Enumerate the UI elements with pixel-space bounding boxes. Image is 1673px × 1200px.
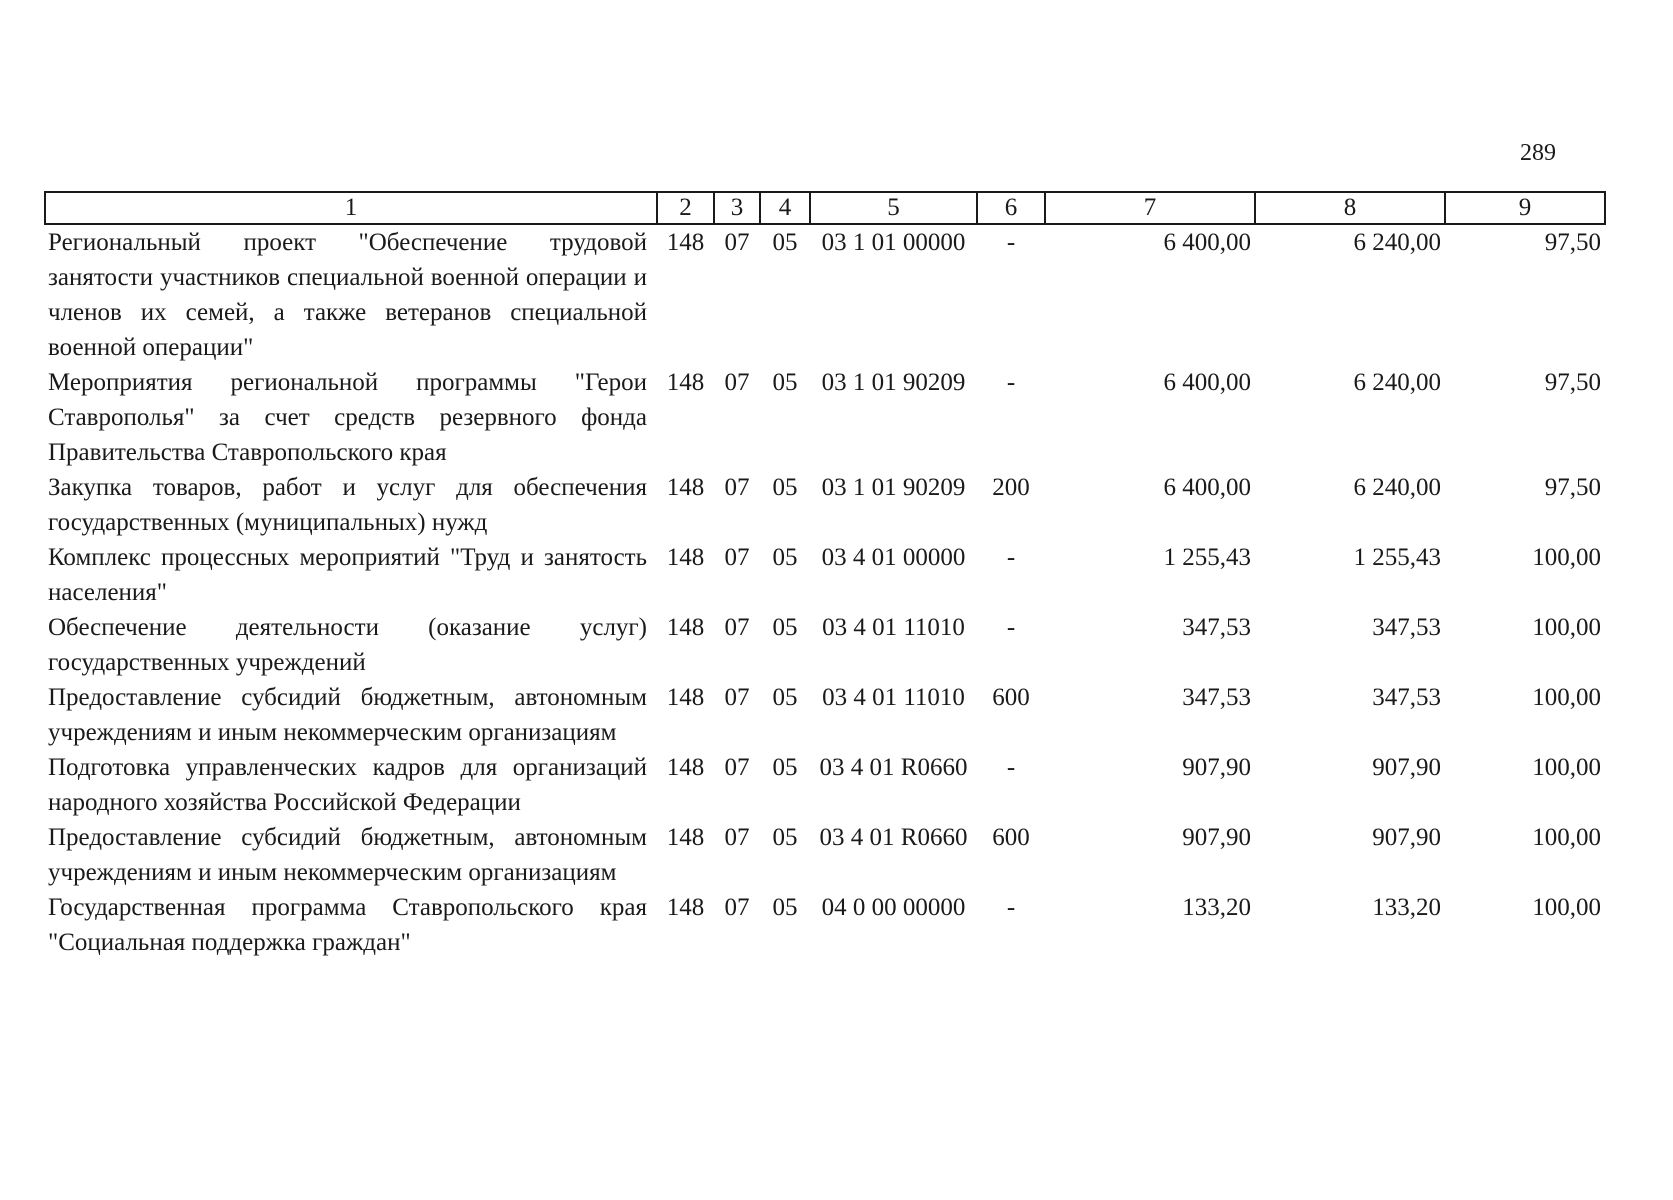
cell-value-8: 6 240,00 bbox=[1353, 229, 1441, 256]
cell-expense-type: - bbox=[1006, 894, 1016, 921]
cell-admin-code: 148 bbox=[666, 894, 705, 921]
cell-expense-type: 600 bbox=[992, 684, 1030, 711]
cell-admin-code: 148 bbox=[666, 824, 705, 851]
table-row bbox=[45, 540, 1605, 610]
cell-value-7: 6 400,00 bbox=[1163, 369, 1251, 396]
cell-value-7: 347,53 bbox=[1182, 684, 1251, 711]
cell-value-8: 347,53 bbox=[1372, 684, 1441, 711]
cell-target-article: 03 4 01 11010 bbox=[822, 684, 965, 711]
table-row bbox=[45, 680, 1605, 750]
cell-value-8: 6 240,00 bbox=[1353, 474, 1441, 501]
cell-target-article: 03 4 01 11010 bbox=[822, 614, 965, 641]
cell-percent: 97,50 bbox=[1544, 369, 1601, 396]
cell-subsection: 05 bbox=[772, 369, 798, 396]
cell-section: 07 bbox=[724, 684, 750, 711]
cell-target-article: 03 4 01 R0660 bbox=[819, 754, 968, 781]
table-row bbox=[45, 750, 1605, 820]
header-cell-1: 1 bbox=[45, 192, 657, 224]
cell-subsection: 05 bbox=[772, 229, 798, 256]
cell-value-8: 347,53 bbox=[1372, 614, 1441, 641]
row-name: Комплекс процессных мероприятий "Труд и занятость населения" bbox=[48, 544, 647, 606]
cell-admin-code: 148 bbox=[666, 684, 705, 711]
cell-section: 07 bbox=[724, 229, 750, 256]
cell-subsection: 05 bbox=[772, 824, 798, 851]
page-number: 289 bbox=[1520, 140, 1556, 166]
cell-section: 07 bbox=[724, 824, 750, 851]
row-name: Предоставление субсидий бюджетным, автономным учреждениям и иным некоммерческим организациям bbox=[48, 824, 647, 886]
cell-percent: 100,00 bbox=[1532, 894, 1601, 921]
row-name: Закупка товаров, работ и услуг для обеспечения государственных (муниципальных) нужд bbox=[48, 474, 647, 536]
table-row bbox=[45, 890, 1605, 960]
cell-target-article: 03 1 01 90209 bbox=[821, 474, 966, 501]
cell-subsection: 05 bbox=[772, 544, 798, 571]
cell-target-article: 03 1 01 90209 bbox=[821, 369, 966, 396]
row-name: Государственная программа Ставропольского края "Социальная поддержка граждан" bbox=[48, 894, 647, 956]
cell-target-article: 03 4 01 00000 bbox=[821, 544, 966, 571]
cell-percent: 100,00 bbox=[1532, 614, 1601, 641]
cell-value-7: 907,90 bbox=[1182, 824, 1251, 851]
header-cell-2: 2 bbox=[657, 192, 714, 224]
table-row bbox=[45, 365, 1605, 470]
cell-percent: 100,00 bbox=[1532, 544, 1601, 571]
cell-admin-code: 148 bbox=[666, 754, 705, 781]
cell-admin-code: 148 bbox=[666, 614, 705, 641]
cell-value-7: 907,90 bbox=[1182, 754, 1251, 781]
cell-subsection: 05 bbox=[772, 614, 798, 641]
cell-admin-code: 148 bbox=[666, 474, 705, 501]
cell-section: 07 bbox=[724, 474, 750, 501]
cell-value-8: 907,90 bbox=[1372, 824, 1441, 851]
cell-expense-type: - bbox=[1006, 614, 1016, 641]
cell-percent: 100,00 bbox=[1532, 754, 1601, 781]
cell-percent: 97,50 bbox=[1544, 229, 1601, 256]
header-cell-9: 9 bbox=[1445, 192, 1605, 224]
table-row bbox=[45, 820, 1605, 890]
cell-admin-code: 148 bbox=[666, 369, 705, 396]
row-name: Предоставление субсидий бюджетным, автономным учреждениям и иным некоммерческим организациям bbox=[48, 684, 647, 746]
cell-subsection: 05 bbox=[772, 894, 798, 921]
cell-expense-type: - bbox=[1006, 754, 1016, 781]
header-row bbox=[45, 192, 1605, 224]
cell-section: 07 bbox=[724, 544, 750, 571]
header-cell-3: 3 bbox=[714, 192, 760, 224]
table-row bbox=[45, 224, 1605, 365]
cell-section: 07 bbox=[724, 754, 750, 781]
cell-section: 07 bbox=[724, 369, 750, 396]
cell-subsection: 05 bbox=[772, 684, 798, 711]
cell-value-8: 133,20 bbox=[1372, 894, 1441, 921]
cell-expense-type: 200 bbox=[992, 474, 1030, 501]
row-name: Региональный проект "Обеспечение трудовой занятости участников специальной военной операции и членов их семей, а также ветеранов специальной военной операции" bbox=[48, 229, 647, 361]
header-cell-6: 6 bbox=[977, 192, 1045, 224]
cell-value-7: 133,20 bbox=[1182, 894, 1251, 921]
header-cell-4: 4 bbox=[760, 192, 810, 224]
cell-expense-type: - bbox=[1006, 369, 1016, 396]
cell-value-8: 6 240,00 bbox=[1353, 369, 1441, 396]
row-name: Обеспечение деятельности (оказание услуг) государственных учреждений bbox=[48, 614, 647, 676]
header-cell-7: 7 bbox=[1045, 192, 1255, 224]
cell-target-article: 03 1 01 00000 bbox=[821, 229, 966, 256]
row-name: Мероприятия региональной программы "Герои Ставрополья" за счет средств резервного фонда Правительства Ставропольского края bbox=[48, 369, 647, 466]
cell-admin-code: 148 bbox=[666, 544, 705, 571]
cell-subsection: 05 bbox=[772, 754, 798, 781]
cell-value-7: 6 400,00 bbox=[1163, 474, 1251, 501]
budget-table bbox=[44, 191, 1606, 960]
cell-subsection: 05 bbox=[772, 474, 798, 501]
cell-target-article: 03 4 01 R0660 bbox=[819, 824, 968, 851]
table-row bbox=[45, 470, 1605, 540]
cell-value-7: 1 255,43 bbox=[1163, 544, 1251, 571]
cell-value-8: 907,90 bbox=[1372, 754, 1441, 781]
row-name: Подготовка управленческих кадров для организаций народного хозяйства Российской Федерации bbox=[48, 754, 647, 816]
table-row bbox=[45, 610, 1605, 680]
cell-section: 07 bbox=[724, 614, 750, 641]
cell-target-article: 04 0 00 00000 bbox=[821, 894, 966, 921]
cell-percent: 100,00 bbox=[1532, 824, 1601, 851]
cell-percent: 97,50 bbox=[1544, 474, 1601, 501]
cell-value-7: 6 400,00 bbox=[1163, 229, 1251, 256]
cell-percent: 100,00 bbox=[1532, 684, 1601, 711]
cell-expense-type: - bbox=[1006, 544, 1016, 571]
cell-value-8: 1 255,43 bbox=[1353, 544, 1441, 571]
header-cell-8: 8 bbox=[1255, 192, 1445, 224]
header-cell-5: 5 bbox=[810, 192, 977, 224]
cell-value-7: 347,53 bbox=[1182, 614, 1251, 641]
cell-admin-code: 148 bbox=[666, 229, 705, 256]
cell-section: 07 bbox=[724, 894, 750, 921]
cell-expense-type: - bbox=[1006, 229, 1016, 256]
cell-expense-type: 600 bbox=[992, 824, 1030, 851]
